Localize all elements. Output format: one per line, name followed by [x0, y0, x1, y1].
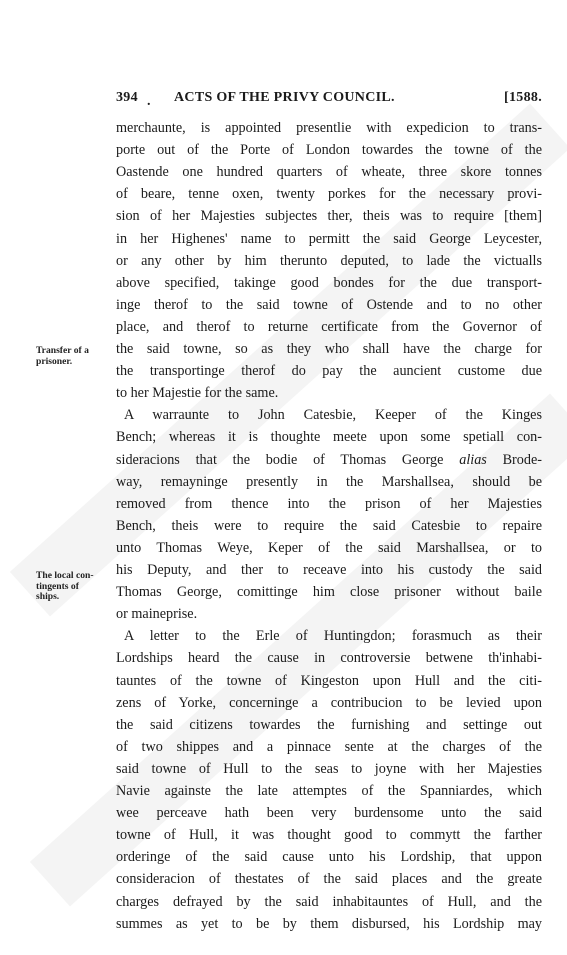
text-line: to her Majestie for the same.	[116, 385, 279, 402]
text-line: A letter to the Erle of Huntingdon; forasmuch as their	[124, 628, 542, 645]
text-line: inge therof to the said towne of Ostende and to no other	[116, 296, 542, 313]
text-line: said towne of Hull to the seas to joyne with her Majesties	[116, 760, 542, 777]
text-line: sideracions that the bodie of Thomas George alias Brode-	[116, 451, 542, 468]
text-line: sion of her Majesties subjectes ther, theis was to require [them]	[116, 208, 542, 225]
running-title: ACTS OF THE PRIVY COUNCIL.	[174, 90, 395, 105]
text-line: towne of Hull, it was thought good to commytt the farther	[116, 827, 542, 844]
text-line: removed from thence into the prison of her Majesties	[116, 495, 542, 512]
text-line: the said towne, so as they who shall have the charge for	[116, 341, 542, 357]
header-year: [1588.	[504, 90, 542, 105]
text-line: the said citizens towardes the furnishing and settinge out	[116, 716, 542, 733]
margin-note-line: The local con-	[36, 570, 94, 581]
text-line: unto Thomas Weye, Keper of the said Marshallsea, or to	[116, 539, 542, 556]
text-line: or any other by him therunto deputed, to lade the victualls	[116, 252, 542, 269]
text-line: wee perceave hath been very burdensome unto the said	[116, 805, 542, 822]
italic-word: alias	[459, 451, 487, 468]
text-line: zens of Yorke, concerninge a contribucion to be levied upon	[116, 694, 542, 711]
margin-note-line: Transfer of a	[36, 345, 89, 356]
header-dot: .	[147, 94, 151, 109]
text-line: consideracion of thestates of the said places and the greate	[116, 871, 542, 888]
text-line: way, remayninge presently in the Marshallsea, should be	[116, 473, 542, 490]
text-line: Lordships heard the cause in controversie betwene th'inhabi-	[116, 650, 542, 667]
text-line: tauntes of the towne of Kingeston upon Hull and the citi-	[116, 672, 542, 689]
text-line: A warraunte to John Catesbie, Keeper of the Kinges	[124, 407, 542, 424]
text-line: or maineprise.	[116, 606, 198, 623]
margin-note-line: prisoner.	[36, 355, 73, 367]
text-line: Thomas George, comittinge him close prisoner without baile	[116, 584, 542, 601]
page-number: 394	[116, 90, 138, 105]
margin-note-line: tingents of	[36, 580, 79, 592]
text-line: place, and therof to returne certificate from the Governor of	[116, 318, 542, 335]
text-line: the transportinge therof do pay the auncient custome due	[116, 363, 542, 380]
margin-note-ships	[36, 571, 116, 603]
text-line: Bench, theis were to require the said Catesbie to repaire	[116, 517, 542, 534]
text-line: above specified, takinge good bondes for the due transport-	[116, 274, 542, 291]
text-line: of two shippes and a pinnace sente at the charges of the	[116, 738, 542, 755]
margin-note-line: ships.	[36, 591, 60, 602]
text-line: Bench; whereas it is thoughte meete upon some spetiall con-	[116, 429, 542, 446]
text-line: his Deputy, and ther to receave into his custody the said	[116, 562, 542, 578]
running-header	[116, 90, 542, 110]
text-line: merchaunte, is appointed presentlie with expedicion to trans-	[116, 120, 542, 136]
text-line: in her Highenes' name to permitt the said George Leycester,	[116, 230, 542, 247]
text-line: orderinge of the said cause unto his Lordship, that uppon	[116, 849, 542, 866]
text-line: summes as yet to be by them disbursed, his Lordship may	[116, 915, 542, 932]
text-line: of beare, tenne oxen, twenty porkes for the necessary provi-	[116, 186, 542, 203]
margin-note-transfer	[36, 346, 116, 367]
text-line: charges defrayed by the said inhabitauntes of Hull, and the	[116, 893, 542, 910]
text-line: porte out of the Porte of London towardes the towne of the	[116, 142, 542, 159]
text-line: Oastende one hundred quarters of wheate, three skore tonnes	[116, 164, 542, 181]
text-line: Navie againste the late attemptes of the Spanniardes, which	[116, 783, 542, 799]
